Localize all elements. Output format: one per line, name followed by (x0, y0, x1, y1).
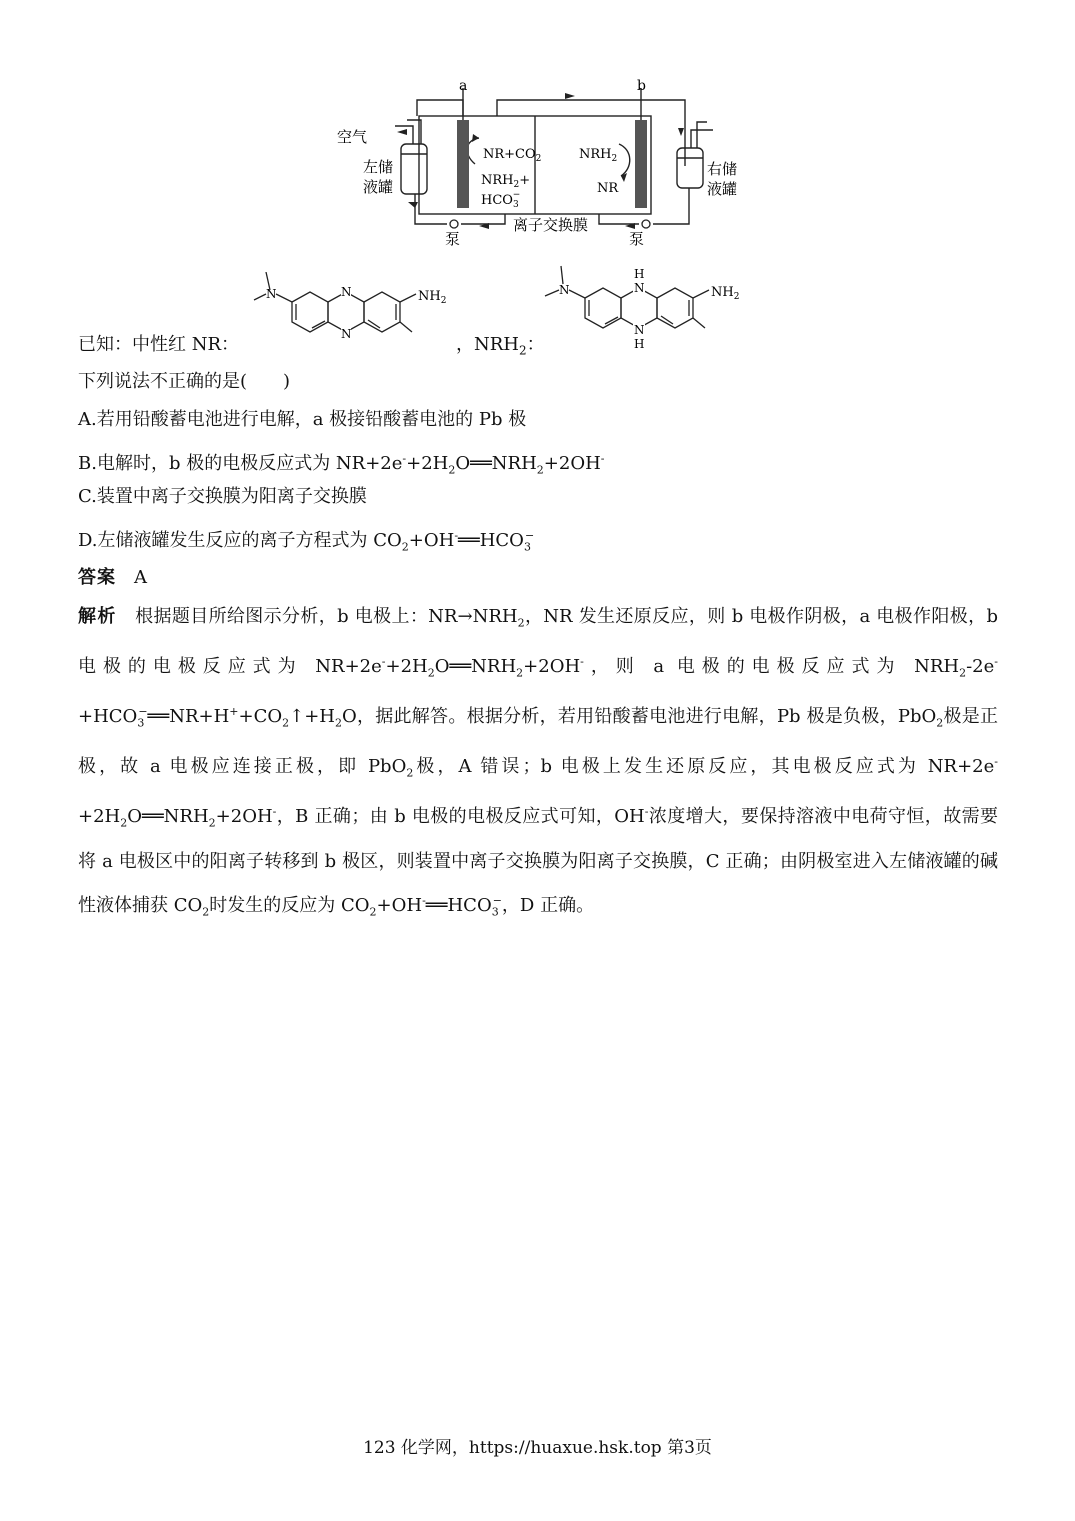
analysis-label: 解析 (78, 606, 117, 627)
electrode-a-label: a (459, 78, 468, 94)
nrh2-n-bottom: N (634, 323, 645, 337)
right-reaction-top: $NRH_2$ (579, 147, 618, 164)
nrh2-structure (533, 262, 763, 354)
left-reaction-top: $NR+CO_2$ (483, 147, 542, 164)
analysis-paragraph: 解析 根据题目所给图示分析，b 电极上：$NR\to NRH_2$，NR 发生还原反应，则 b 电极作阴极，a 电极作阳极，b 电极的电极反应式为 $NR+2e^-+2H_2O══NRH_2+2OH^-$，则 a 电极的电极反应式为 $NRH_2-2e^-+HCO_3^-══NR+H^++CO_2↑+H_2O$，据此解答。根据分析，若用铅酸蓄电池进行电解，Pb 极是负极，PbO$_2$极是正极，故 a 电极应连接正极，即 PbO$_2$极，A 错误；b 电极上发生还原反应，其电极反应式为 $NR+2e^-+2H_2O══NRH_2+2OH^-$，B 正确；由 b 电极的电极反应式可知，OH-浓度增大，要保持溶液中电荷守恒，故需要将 a 电极区中的阳离子转移到 b 极区，则装置中离子交换膜为阳离子交换膜，C 正确；由阴极室进入左储液罐的碱性液体捕获 $CO_2$时发生的反应为 $CO_2+OH^-══HCO_3^-$，D 正确。 (78, 606, 999, 919)
nr-nh2: $NH_2$ (418, 289, 447, 306)
nrh2-h-bottom: H (634, 337, 645, 351)
known-structures-row (78, 262, 998, 358)
right-tank-label-2: 液罐 (707, 180, 738, 198)
option-a: A.若用铅酸蓄电池进行电解，a 极接铅酸蓄电池的 Pb 极 (78, 409, 527, 430)
option-c: C.装置中离子交换膜为阳离子交换膜 (78, 486, 367, 507)
left-reaction-bottom-2: $HCO_3-$ (481, 190, 521, 210)
nrh2-nh2: $NH_2$ (711, 285, 740, 302)
page-footer: 123 化学网，https://huaxue.hsk.top 第3页 (363, 1438, 712, 1458)
answer-line (78, 563, 147, 589)
electrolysis-apparatus-diagram (335, 76, 755, 252)
left-reaction-bottom-1: $NRH_2+$ (481, 173, 531, 190)
electrode-b-label: b (637, 78, 646, 94)
left-tank-label-1: 左储 (363, 158, 394, 176)
neutral-red-structure (248, 272, 458, 358)
nr-n-top: N (341, 285, 352, 299)
nr-n-bottom: N (341, 327, 352, 341)
known-prefix: 已知：中性红 NR： (78, 334, 240, 355)
pump-left-label: 泵 (445, 230, 461, 248)
nr-n-amine: N (266, 287, 277, 301)
answer-label: 答案 (78, 567, 116, 588)
membrane-label: 离子交换膜 (513, 216, 589, 234)
right-reaction-bottom: NR (597, 181, 619, 196)
nrh2-n-top: N (634, 281, 645, 295)
nrh2-n-amine: N (559, 283, 570, 297)
nrh2-h-top: H (634, 267, 645, 281)
left-tank-label-2: 液罐 (363, 178, 394, 196)
right-tank-label-1: 右储 (707, 160, 738, 178)
option-b: B.电解时，b 极的电极反应式为 $NR+2e^-+2H_2O══NRH_2+2OH^-$ (78, 452, 605, 477)
air-label: 空气 (337, 128, 368, 146)
option-d: D.左储液罐发生反应的离子方程式为 $CO_2+OH^-══HCO_3^-$ (78, 529, 535, 554)
answer-value: A (134, 567, 147, 588)
question-text: 下列说法不正确的是( ) (78, 371, 291, 392)
pump-right-label: 泵 (629, 230, 645, 248)
nrh2-label: ，$NRH_2$： (456, 334, 545, 358)
